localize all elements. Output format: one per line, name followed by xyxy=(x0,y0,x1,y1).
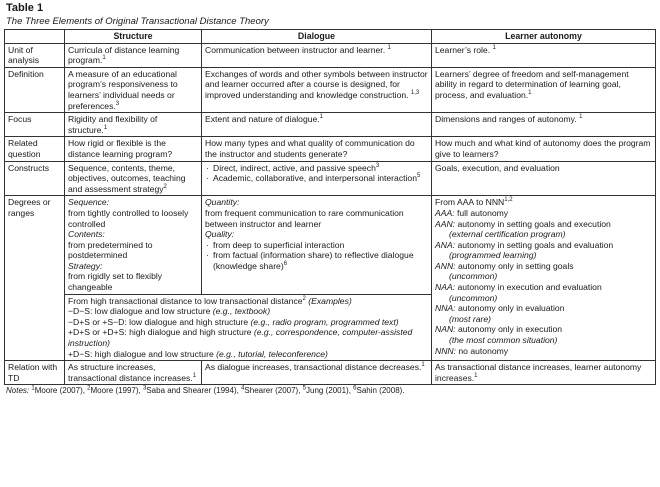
autonomy-note: (external certification program) xyxy=(449,229,566,240)
autonomy-code: NAN: xyxy=(435,324,456,335)
autonomy-intro: From AAA to NNN$^{1,2}$ xyxy=(435,197,513,208)
td-code: +D+S or +D+S: xyxy=(68,327,127,338)
header-structure: Structure xyxy=(65,30,202,44)
td-code: −D−S: xyxy=(68,306,93,317)
row-label: Related question xyxy=(5,137,65,161)
note-item: $^5$Jung (2001), xyxy=(302,385,354,396)
row-label: Degrees or ranges xyxy=(5,196,65,361)
list-item xyxy=(68,317,428,328)
td-text: high dialogue and low structure xyxy=(94,348,214,359)
table-title: The Three Elements of Original Transactional Distance Theory xyxy=(6,16,269,27)
row-label: Definition xyxy=(5,67,65,112)
note-item: $^3$Saba and Shearer (1994), xyxy=(142,385,242,396)
td-example: (e.g., tutorial, teleconference) xyxy=(216,348,328,359)
td-example: (e.g., textbook) xyxy=(212,306,271,317)
header-learner-autonomy: Learner autonomy xyxy=(432,30,656,44)
row-label: Constructs xyxy=(5,161,65,196)
list-item: · Academic, collaborative, and interpersonal interaction$^5$ xyxy=(205,173,428,184)
td-intro: From high transactional distance to low transactional distance$^2$ (Examples) xyxy=(68,295,352,306)
autonomy-note: (the most common situation) xyxy=(449,335,558,346)
list-item: · Direct, indirect, active, and passive speech$^3$ xyxy=(205,163,428,174)
note-item: $^1$Moore (2007), xyxy=(31,385,88,396)
autonomy-note: (uncommon) xyxy=(449,271,498,282)
notes-label: Notes: xyxy=(6,386,30,396)
quality-label: Quality: xyxy=(205,229,235,240)
autonomy-text: autonomy in setting goals and execution xyxy=(457,218,611,229)
cell-autonomy: Learner’s role. $^1$ xyxy=(432,43,656,67)
autonomy-note: (uncommon) xyxy=(449,292,498,303)
cell-structure: Sequence, contents, theme, objectives, outcomes, teaching and assessment strategy$^2$ xyxy=(65,161,202,196)
cell-autonomy: As transactional distance increases, learner autonomy increases.$^1$ xyxy=(432,361,656,385)
autonomy-code: NNA: xyxy=(435,303,456,314)
autonomy-code: NAA: xyxy=(435,282,456,293)
cell-structure: As structure increases, transactional distance increases.$^1$ xyxy=(65,361,202,385)
row-label: Unit of analysis xyxy=(5,43,65,67)
transactional-distance-table xyxy=(4,29,656,385)
cell-autonomy: How much and what kind of autonomy does the program give to learners? xyxy=(432,137,656,161)
cell-structure: Rigidity and flexibility of structure.$^1$ xyxy=(65,113,202,137)
td-list xyxy=(68,306,428,359)
list-item: · from factual (information share) to reflective dialogue (knowledge share)$^6$ xyxy=(205,250,428,271)
cell-dialogue xyxy=(202,196,432,294)
cell-autonomy: Goals, execution, and evaluation xyxy=(432,161,656,196)
row-constructs xyxy=(5,161,656,196)
list-item xyxy=(68,306,428,317)
autonomy-code: AAA: xyxy=(435,207,455,218)
row-label: Relation with TD xyxy=(5,361,65,385)
table-notes xyxy=(6,386,656,396)
cell-structure: How rigid or flexible is the distance learning program? xyxy=(65,137,202,161)
autonomy-text: autonomy in setting goals and evaluation xyxy=(457,239,614,250)
cell-dialogue: As dialogue increases, transactional distance decreases.$^1$ xyxy=(202,361,432,385)
row-unit-of-analysis xyxy=(5,43,656,67)
strategy-label: Strategy: xyxy=(68,260,103,271)
td-code: +D−S: xyxy=(68,348,93,359)
contents-text: from predetermined to postdetermined xyxy=(68,239,153,261)
list-item xyxy=(435,240,652,251)
header-dialogue: Dialogue xyxy=(202,30,432,44)
row-focus xyxy=(5,113,656,137)
header-row xyxy=(5,30,656,44)
td-example: (e.g., correspondence, computer-assisted instruction) xyxy=(68,327,413,349)
row-definition xyxy=(5,67,656,112)
td-code: −D+S or +S−D: xyxy=(68,316,127,327)
autonomy-text: autonomy only in evaluation xyxy=(457,303,565,314)
td-text: high dialogue and high structure xyxy=(129,327,252,338)
cell-autonomy: Learners’ degree of freedom and self-management ability in regard to determination of learning goal, process, and evaluation.$^1$ xyxy=(432,67,656,112)
quantity-label: Quantity: xyxy=(205,197,240,208)
row-label: Focus xyxy=(5,113,65,137)
list-item xyxy=(68,327,428,348)
autonomy-text: full autonomy xyxy=(456,207,509,218)
header-empty xyxy=(5,30,65,44)
autonomy-text: autonomy in execution and evaluation xyxy=(457,282,602,293)
row-relation-with-td xyxy=(5,361,656,385)
autonomy-code: ANN: xyxy=(435,260,456,271)
list-item xyxy=(435,303,652,314)
list-item xyxy=(435,346,652,357)
list-item xyxy=(435,324,652,335)
list-item: · from deep to superficial interaction xyxy=(205,240,428,251)
note-item: $^4$Shearer (2007), xyxy=(241,385,303,396)
cell-dialogue xyxy=(202,161,432,196)
autonomy-code: AAN: xyxy=(435,218,456,229)
td-example: (e.g., radio program, programmed text) xyxy=(250,316,399,327)
autonomy-list xyxy=(435,208,652,356)
list-item xyxy=(68,349,428,360)
notes-list xyxy=(31,386,404,395)
row-related-question xyxy=(5,137,656,161)
quantity-text: from frequent communication to rare communication between instructor and learner xyxy=(205,207,404,229)
list-item xyxy=(435,208,652,219)
autonomy-code: ANA: xyxy=(435,239,456,250)
autonomy-text: no autonomy xyxy=(458,345,509,356)
note-item: $^2$Moore (1997), xyxy=(87,385,143,396)
td-text: low dialogue and high structure xyxy=(129,316,249,327)
sequence-text: from tightly controlled to loosely controlled xyxy=(68,207,189,229)
table-label: Table 1 xyxy=(6,2,44,14)
autonomy-text: autonomy only in execution xyxy=(457,324,563,335)
autonomy-code: NNN: xyxy=(435,345,457,356)
td-text: low dialogue and low structure xyxy=(94,306,211,317)
autonomy-note: (programmed learning) xyxy=(449,250,537,261)
contents-label: Contents: xyxy=(68,229,105,240)
list-item xyxy=(435,261,652,272)
note-item: $^6$Sahin (2008). xyxy=(353,385,405,396)
cell-structure: A measure of an educational program’s responsiveness to learners’ individual needs or preferences.$^3$ xyxy=(65,67,202,112)
cell-dialogue: How many types and what quality of communication do the instructor and students generate? xyxy=(202,137,432,161)
list-item xyxy=(435,282,652,293)
cell-autonomy: Dimensions and ranges of autonomy. $^1$ xyxy=(432,113,656,137)
cell-structure xyxy=(65,196,202,294)
cell-td-combinations xyxy=(65,294,432,361)
cell-dialogue: Extent and nature of dialogue.$^1$ xyxy=(202,113,432,137)
list-item xyxy=(435,219,652,230)
autonomy-note: (most rare) xyxy=(449,313,492,324)
autonomy-text: autonomy only in setting goals xyxy=(457,260,574,271)
cell-dialogue: Communication between instructor and learner. $^1$ xyxy=(202,43,432,67)
sequence-label: Sequence: xyxy=(68,197,110,208)
cell-dialogue: Exchanges of words and other symbols between instructor and learner occurred after a course is designed, for improved understanding and knowledge construction. $^{1,3}$ xyxy=(202,67,432,112)
cell-structure: Curricula of distance learning program.$^1$ xyxy=(65,43,202,67)
row-degrees-or-ranges xyxy=(5,196,656,294)
cell-autonomy xyxy=(432,196,656,361)
strategy-text: from rigidly set to flexibly changeable xyxy=(68,271,163,293)
